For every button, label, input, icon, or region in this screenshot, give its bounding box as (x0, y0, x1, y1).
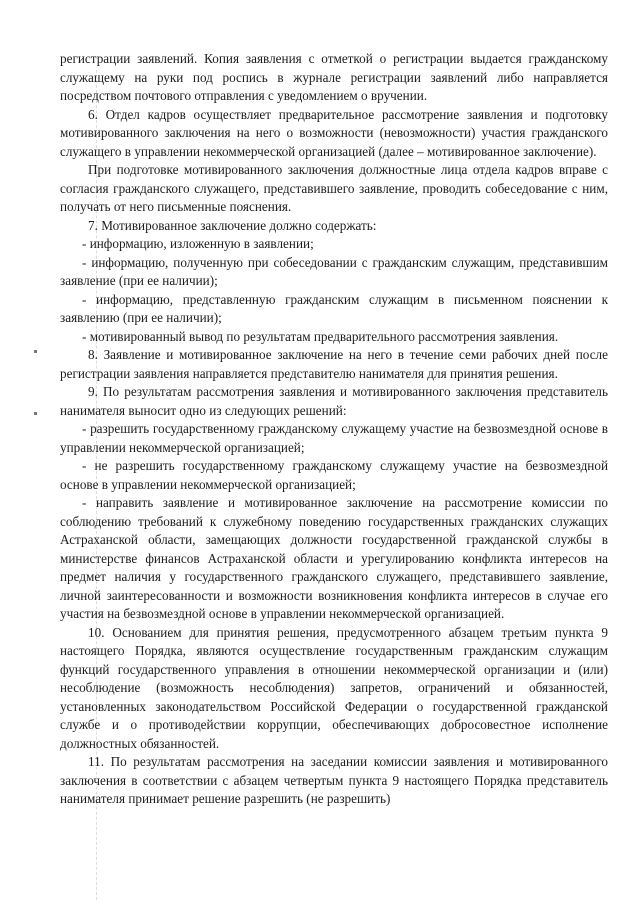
paragraph-7: 7. Мотивированное заключение должно содержать: (88, 217, 377, 233)
list-item: - информацию, полученную при собеседовании с гражданским служащим, представившим заявление (при ее наличии); (60, 254, 608, 288)
list-item: - мотивированный вывод по результатам предварительного рассмотрения заявления. (82, 328, 559, 344)
list-item: - информацию, представленную гражданским служащим в письменном пояснении к заявлению (при ее наличии); (60, 291, 608, 325)
margin-mark (34, 412, 37, 415)
list-item: - информацию, изложенную в заявлении; (82, 236, 314, 251)
paragraph-8: 8. Заявление и мотивированное заключение на него в течение семи рабочих дней после регистрации заявления направляется представителю нанимателя для принятия решения. (60, 347, 608, 381)
paragraph-11: 11. По результатам рассмотрения на заседании комиссии заявления и мотивированного заключения в соответствии с абзацем четвертым пункта 9 настоящего Порядка представитель нанимателя принимает решение разрешить (не разрешить) (60, 754, 608, 806)
margin-mark (34, 350, 37, 353)
list-item: - направить заявление и мотивированное заключение на рассмотрение комиссии по соблюдению требований к служебному поведению государственных гражданских служащих Астраханской области, замещающих должности государственной гражданской службы в министерстве финансов Астраханской области и урегулированию конфликта интересов на предмет наличия у государственного гражданского служащего, представившего заявление, личной заинтересованности и возможности возникновения конфликта интересов в случае его участия на безвозмездной основе в управлении некоммерческой организацией. (60, 495, 608, 621)
paragraph-6: 6. Отдел кадров осуществляет предварительное рассмотрение заявления и подготовку мотивированного заключения на него о возможности (невозможности) участия гражданского служащего в управлении некоммерческой организацией (далее – мотивированное заключение). (60, 106, 608, 159)
document-page (60, 50, 608, 809)
paragraph-10: 10. Основанием для принятия решения, предусмотренного абзацем третьим пункта 9 настоящего Порядка, являются осуществление государственным гражданским служащим функций государственного управления в отношении некоммерческой организации и (или) несоблюдение (возможность несоблюдения) запретов, ограничений и обязанностей, установленных законодательством Российской Федерации о государственной гражданской службе и о противодействии коррупции, обеспечивающих добросовестное исполнение должностных обязанностей. (60, 624, 608, 751)
paragraph-6-cont: При подготовке мотивированного заключения должностные лица отдела кадров вправе с согласия гражданского служащего, представившего заявление, проводить собеседование с ним, получать от него письменные пояснения. (60, 162, 608, 214)
list-item: - не разрешить государственному гражданскому служащему участие на безвозмездной основе в управлении некоммерческой организацией; (60, 458, 608, 492)
paragraph-continuation: регистрации заявлений. Копия заявления с отметкой о регистрации выдается гражданскому служащему на руки под роспись в журнале регистрации заявлений либо направляется посредством почтового отправления с уведомлением о вручении. (60, 51, 608, 103)
paragraph-9: 9. По результатам рассмотрения заявления и мотивированного заключения представитель нанимателя выносит одно из следующих решений: (60, 384, 608, 418)
list-item: - разрешить государственному гражданскому служащему участие на безвозмездной основе в управлении некоммерческой организацией; (60, 421, 608, 455)
